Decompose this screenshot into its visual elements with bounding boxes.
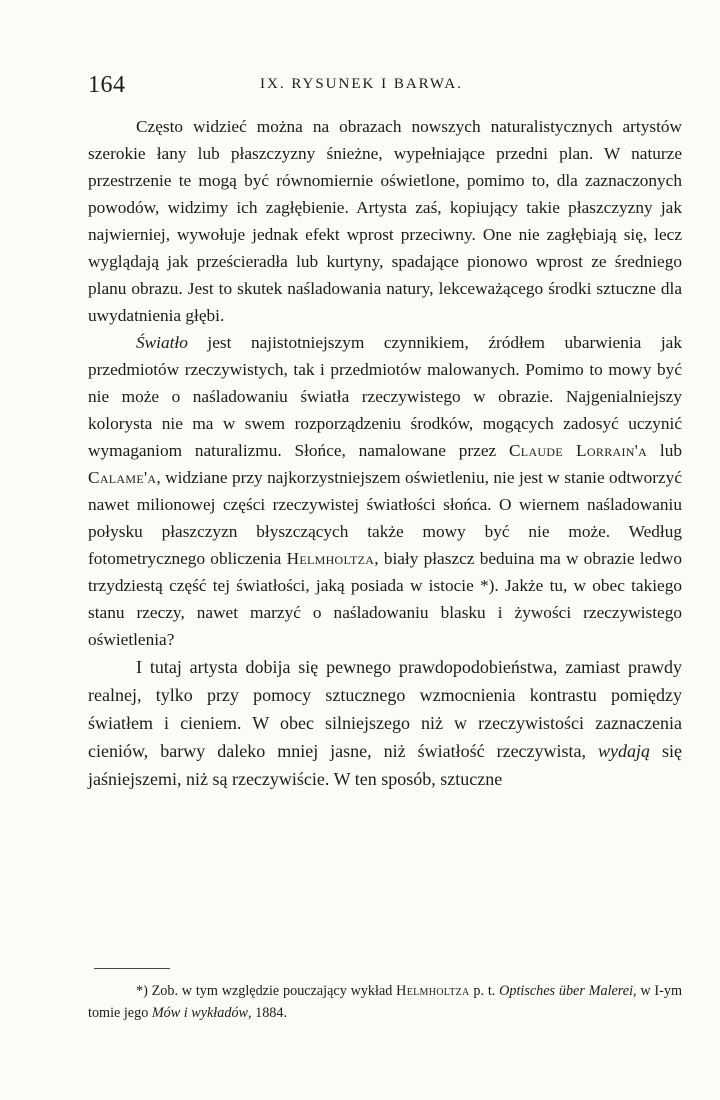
paragraph-2-text-4: , biały płaszcz beduina ma w obrazie ledwo trzydziestą część tej światłości, jaką posiada w istocie *). Jakże tu, w obec takiego stanu rzeczy, nawet marzyć o naśladowaniu blasku i żywości rzeczywistego oświetlenia?	[88, 549, 682, 649]
paragraph-3-text-1: I tutaj artysta dobija się pewnego prawdopodobieństwa, zamiast prawdy realnej, tylko przy pomocy sztucznego wzmocnienia kontrastu pomiędzy światłem i cieniem. W obec silniejszego niż w rzeczywistości zaznaczenia cieniów, barwy daleko mniej jasne, niż światłość rzeczywista,	[88, 657, 682, 761]
body-text	[88, 113, 682, 793]
paragraph-3-text-2: się jaśniejszemi, niż są rzeczywiście. W ten sposób, sztuczne	[88, 741, 682, 789]
footnote-name-helmholtz: Helmholtza	[396, 983, 470, 999]
paragraph-2	[88, 329, 682, 653]
paragraph-2-text-1: jest najistotniejszym czynnikiem, źródłem ubarwienia jak przedmiotów rzeczywistych, tak i przedmiotów malowanych. Pomimo to mowy być nie może o naśladowaniu światła rzeczywistego w obrazie. Najgenialniejszy kolorysta nie ma w swem rozporządzeniu środków, mogących zadosyć uczynić wymaganiom naturalizmu. Słońce, namalowane przez	[88, 333, 682, 460]
name-calame: Calame'a	[88, 468, 157, 487]
name-claude-lorrain: Claude Lorrain'a	[508, 441, 648, 460]
footnote	[88, 980, 682, 1024]
paragraph-1-text: Często widzieć można na obrazach nowszych naturalistycznych artystów szerokie łany lub płaszczyzny śnieżne, wypełniające przedni plan. W naturze przestrzenie te mogą być równomiernie oświetlone, pomimo to, dla zaznaczonych powodów, widzimy ich zagłębienie. Artysta zaś, kopiujący takie płaszczyzny jak najwierniej, wywołuje jednak efekt wprost przeciwny. One nie zagłębiają się, lecz wyglądają jak prześcieradła lub kurtyny, spadające pionowo wprost ze średniego planu obrazu. Jest to skutek naśladowania natury, lekceważącego środki sztuczne dla uwydatnienia głębi.	[88, 117, 682, 325]
paragraph-2-text-3: , widziane przy najkorzystniejszem oświetleniu, nie jest w stanie odtworzyć nawet milionowej części rzeczywistej światłości słońca. O wiernem naśladowaniu połysku płaszczyzn błyszczących także mowy być nie może. Według fotometrycznego obliczenia	[88, 468, 682, 568]
page-header	[88, 70, 684, 104]
page-number: 164	[88, 72, 126, 98]
name-helmholtz: Helmholtza	[286, 549, 375, 568]
footnote-text-2: p. t.	[469, 983, 500, 999]
paragraph-2-lead-word: Światło	[136, 333, 188, 352]
footnote-text-1: *) Zob. w tym względzie pouczający wykład	[136, 983, 397, 999]
paragraph-3	[88, 653, 682, 793]
footnote-title-optisches: Optisches über Malerei	[499, 983, 634, 999]
footnote-text-4: , 1884.	[248, 1005, 288, 1021]
paragraph-3-emphasis: wydają	[598, 741, 651, 761]
footnote-rule	[94, 968, 170, 969]
running-head: IX. RYSUNEK I BARWA.	[260, 76, 463, 92]
footnote-text-3: , w I-ym tomie jego	[88, 983, 683, 1021]
paragraph-2-text-2: lub	[647, 441, 682, 460]
paragraph-1	[88, 113, 682, 329]
footnote-title-mow: Mów i wykładów	[151, 1005, 248, 1021]
